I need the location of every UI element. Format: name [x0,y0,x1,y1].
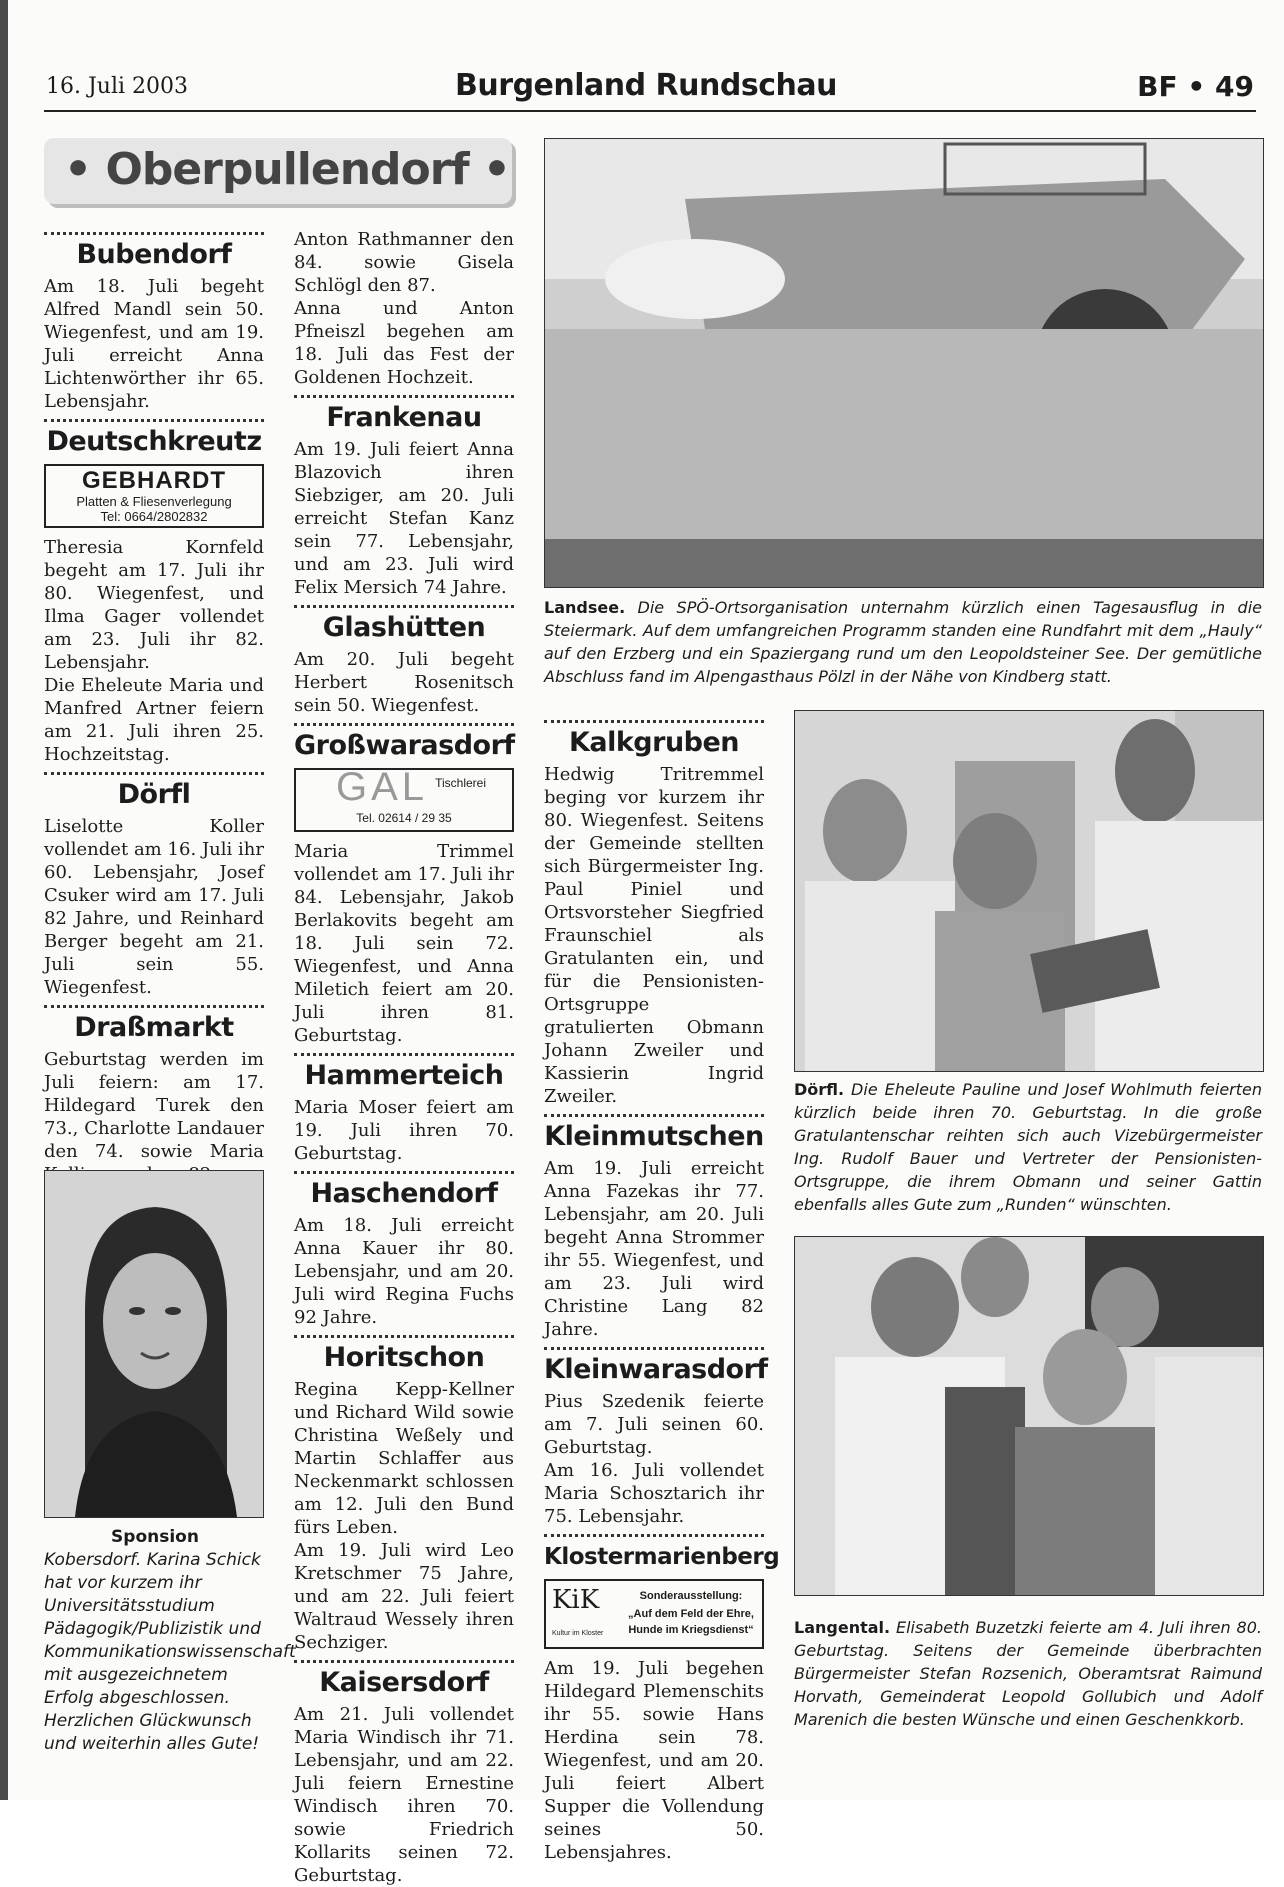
text-drassmarkt: Geburtstag werden im Juli feiern: am 17. Hildegard Turek den 73., Charlotte Landauer den 74. sowie Maria [44,1049,264,1162]
ad-gal-logo: GAL [336,765,429,809]
heading-horitschon: Horitschon [323,1342,485,1373]
ad-kik-line3: Hunde im Kriegsdienst“ [628,1624,754,1636]
text-kaisersdorf: Am 21. Juli vollendet Maria Windisch ihr 71. Lebensjahr, und am 22. Juli feiern Ernestine Windisch ihren 70. sowie Friedrich Kollarits seinen 72. Geburtstag. [294,1704,514,1886]
divider [44,419,264,422]
langental-photo-illustration [795,1237,1263,1595]
ad-kik-logo: KiK [552,1585,600,1615]
divider [294,1335,514,1338]
heading-kleinmutschen: Kleinmutschen [544,1121,764,1152]
heading-frankenau: Frankenau [326,402,482,433]
heading-glashuetten: Glashütten [322,612,486,643]
text-haschendorf: Am 18. Juli erreicht Anna Kauer ihr 80. Lebensjahr, und am 20. Juli wird Regina Fuchs 92 Jahre. [294,1215,514,1328]
photo-doerfl [794,710,1264,1072]
region-banner [44,138,512,204]
text-kalkgruben: Hedwig Tritremmel beging vor kurzem ihr 80. Wiegenfest. Seitens der Gemeinde stellten sich Bürgermeister Ing. Paul Piniel und Ortsvorsteher Siegfried Fraunschiel als Gratulanten ein, und für die Pensionisten-Ortsgruppe gratulierten Obmann Johann Zweiler und Kassierin Ingrid Zweiler. [544,764,764,1107]
ad-tischlerei-gal [294,765,514,832]
divider [294,1171,514,1174]
newspaper-title: Burgenland Rundschau [455,68,837,103]
heading-deutschkreutz: Deutschkreutz [46,426,262,457]
text-sponsion: Kobersdorf. Karina Schick hat vor kurzem ihr Universitätsstudium Pädagogik/Publizistik und Kommunikationswissenschaft mit ausgezeichnetem Erfolg abgeschlossen. Herzlichen Glückwunsch und weiterhin alles Gute! [44,1550,296,1754]
caption-doerfl [794,1078,1262,1216]
heading-sponsion: Sponsion [111,1527,199,1547]
sponsion-block [44,1518,296,1756]
heading-kleinwarasdorf: Kleinwarasdorf [544,1354,768,1385]
column-3 [544,718,780,1864]
heading-grosswarasdorf: Großwarasdorf [294,730,515,761]
text-hammerteich: Maria Moser feiert am 19. Juli ihren 70. Geburtstag. [294,1097,514,1164]
divider [544,720,764,723]
divider [544,1114,764,1117]
caption-landsee-place: Landsee. [544,598,626,617]
heading-doerfl: Dörfl [117,779,191,810]
ad-gal-tel: Tel. 02614 / 29 35 [356,811,452,825]
text-deutschkreutz-2: Die Eheleute Maria und Manfred Artner feiern am 21. Juli ihren 25. Hochzeitstag. [44,675,264,765]
ad-gebhardt-name: GEBHARDT [82,467,226,494]
photo-langental [794,1236,1264,1596]
caption-langental-place: Langental. [794,1618,891,1637]
heading-hammerteich: Hammerteich [304,1060,504,1091]
text-kleinwarasdorf-1: Pius Szedenik feierte am 7. Juli seinen 60. Geburtstag. [544,1391,764,1458]
ad-gebhardt [44,464,264,528]
ad-gebhardt-line1: Platten & Fliesenverlegung [76,494,232,509]
text-bubendorf: Am 18. Juli begeht Alfred Mandl sein 50. Wiegenfest, und am 19. Juli erreicht Anna Lichtenwörther ihr 65. Lebensjahr. [44,276,264,412]
caption-langental [794,1616,1262,1731]
divider [544,1347,764,1350]
caption-doerfl-place: Dörfl. [794,1080,845,1099]
divider [294,1053,514,1056]
divider [294,605,514,608]
divider [294,1660,514,1663]
text-doerfl: Liselotte Koller vollendet am 16. Juli ihr 60. Lebensjahr, Josef Csuker wird am 17. Juli 82 Jahre, und Reinhard Berger begeht am 21. Juli sein 55. Wiegenfest. [44,816,264,998]
header-rule [44,110,1256,112]
ad-kik-line1: Sonderausstellung: [639,1590,743,1602]
ad-gebhardt-line2: Tel: 0664/2802832 [100,509,208,524]
ad-kik [544,1579,764,1649]
caption-landsee [544,596,1262,688]
text-deutschkreutz-1: Theresia Kornfeld begeht am 17. Juli ihr 80. Wiegenfest, und Ilma Gager vollendet am 23. Juli ihr 82. Lebensjahr. [44,537,264,673]
divider [294,723,514,726]
divider [294,395,514,398]
heading-klostermarienberg: Klostermarienberg [544,1544,780,1570]
text-horitschon-2: Am 19. Juli wird Leo Kretschmer 75 Jahre, und am 22. Juli feiert Waltraud Wessely ihren Sechziger. [294,1540,514,1653]
column-1 [44,230,264,1232]
ad-kik-small: Kultur im Kloster [552,1630,604,1637]
text-glashuetten: Am 20. Juli begeht Herbert Rosenitsch sein 50. Wiegenfest. [294,649,514,716]
text-kleinmutschen: Am 19. Juli erreicht Anna Fazekas ihr 77. Lebensjahr, am 20. Juli begeht Anna Strommer ihr 55. Wiegenfest, und am 23. Juli wird Christine Lang 82 Jahre. [544,1158,764,1340]
caption-landsee-text: Die SPÖ-Ortsorganisation unternahm kürzlich einen Tagesausflug in die Steiermark. Auf dem umfangreichen Programm standen eine Rundfahrt mit dem „Hauly“ auf den Erzberg und ein Spaziergang rund um den Leopoldsteiner See. Der gemütliche Abschluss fand im Alpengasthaus Pölzl in der Nähe von Kindberg statt. [544,598,1262,686]
ad-kik-line2: „Auf dem Feld der Ehre, [628,1608,754,1620]
group-photo-illustration [545,139,1263,587]
divider [44,232,264,235]
heading-kaisersdorf: Kaisersdorf [319,1667,489,1698]
caption-doerfl-text: Die Eheleute Pauline und Josef Wohlmuth feierten kürzlich beide ihren 70. Geburtstag. In die große Gratulantenschar reihten sich auch Vizebürgermeister Ing. Rudolf Bauer und Vertreter der Pensionisten-Ortsgruppe, die ihrem Obmann und seiner Gattin ebenfalls alles Gute zum „Runden“ wünschten. [794,1080,1262,1214]
column-2 [294,228,514,1887]
divider [544,1534,764,1537]
issue-date: 16. Juli 2003 [46,74,189,99]
doerfl-photo-illustration [795,711,1263,1071]
page-number: BF • 49 [1137,70,1254,103]
text-klostermarienberg: Am 19. Juli begehen Hildegard Plemenschits ihr 55. sowie Hans Herdina sein 78. Wiegenfest, und am 20. Juli feiert Albert Supper die Vollendung seines 50. Lebensjahres. [544,1658,764,1863]
heading-kalkgruben: Kalkgruben [568,727,740,758]
photo-landsee-group [544,138,1264,588]
text-grosswarasdorf: Maria Trimmel vollendet am 17. Juli ihr 84. Lebensjahr, Jakob Berlakovits begeht am 18. Juli sein 72. Wiegenfest, und Anna Miletich feiert am 20. Juli ihren 81. Geburtstag. [294,841,514,1046]
divider [44,772,264,775]
photo-karina-schick [44,1170,264,1518]
heading-bubendorf: Bubendorf [76,239,232,270]
region-banner-title: • Oberpullendorf • [64,144,511,195]
text-frankenau: Am 19. Juli feiert Anna Blazovich ihren Siebziger, am 20. Juli erreicht Stefan Kanz sein 77. Lebensjahr, und am 23. Juli wird Felix Mersich 74 Jahre. [294,439,514,598]
heading-haschendorf: Haschendorf [310,1178,498,1209]
ad-gal-small: Tischlerei [435,776,486,790]
text-intro-2: Anna und Anton Pfneiszl begehen am 18. Juli das Fest der Goldenen Hochzeit. [294,298,514,388]
heading-drassmarkt: Draßmarkt [74,1012,234,1043]
text-intro-1: Anton Rathmanner den 84. sowie Gisela Schlögl den 87. [294,229,514,296]
divider [44,1005,264,1008]
portrait-illustration [45,1171,263,1517]
text-horitschon-1: Regina Kepp-Kellner und Richard Wild sowie Christina Weßely und Martin Schlaffer aus Neckenmarkt schlossen am 12. Juli den Bund fürs Leben. [294,1379,514,1538]
caption-langental-text: Elisabeth Buzetzki feierte am 4. Juli ihren 80. Geburtstag. Seitens der Gemeinde überbrachten Bürgermeister Stefan Rozsenich, Oberamtsrat Raimund Horvath, Gemeinderat Leopold Gollubich und Adolf Marenich die besten Wünsche und einen Geschenkkorb. [794,1618,1263,1729]
text-kleinwarasdorf-2: Am 16. Juli vollendet Maria Schosztarich ihr 75. Lebensjahr. [544,1460,764,1527]
